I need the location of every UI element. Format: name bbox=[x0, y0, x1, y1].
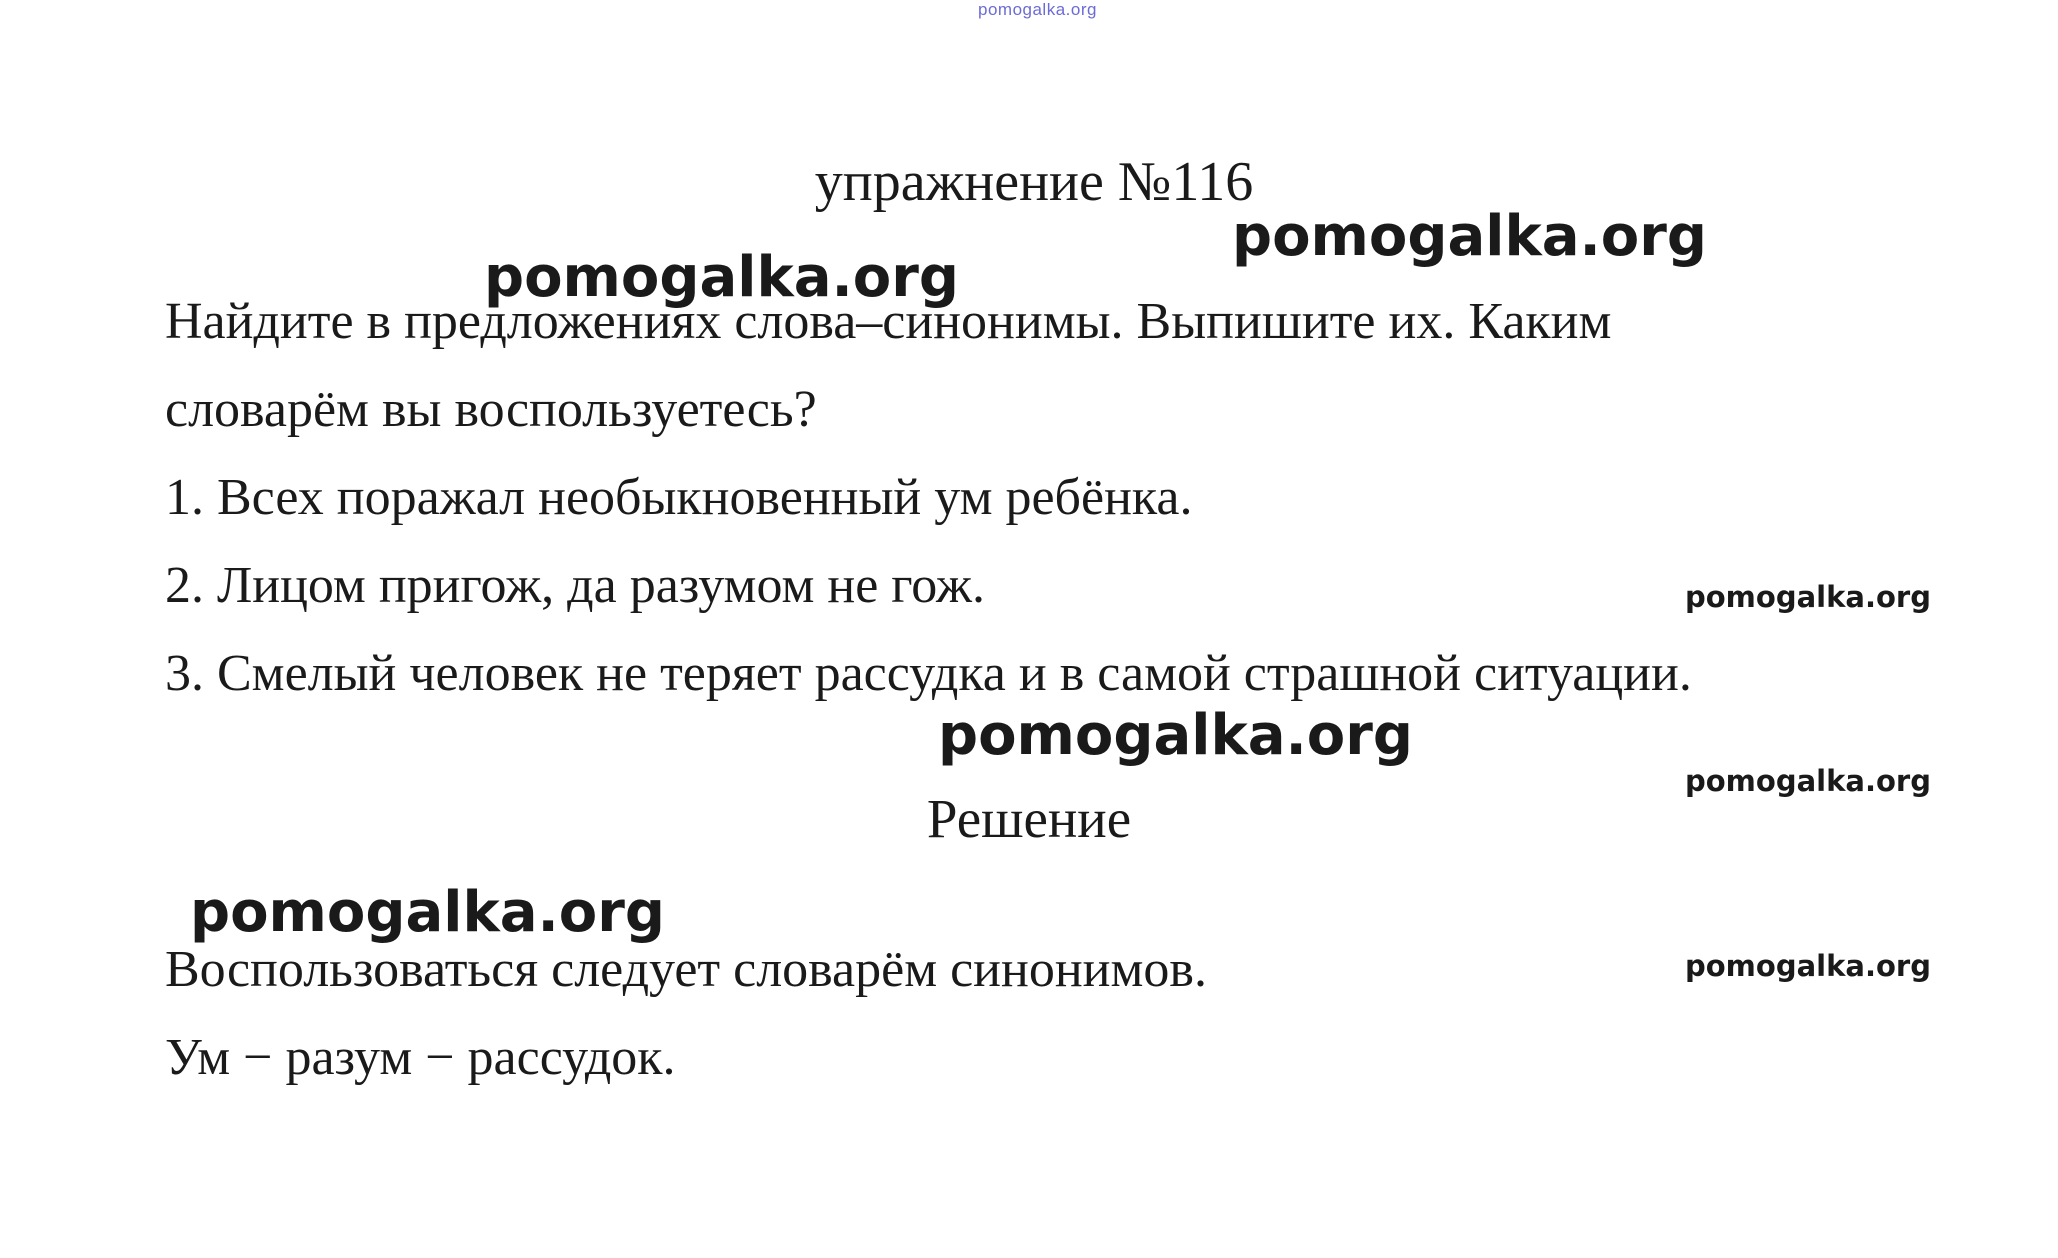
exercise-title: упражнение №116 bbox=[814, 151, 1254, 213]
solution-heading: Решение bbox=[926, 788, 1132, 849]
watermark: pomogalka.org bbox=[190, 880, 665, 945]
task-text-line-1: Найдите в предложениях слова–синонимы. Выпишите их. Каким bbox=[165, 293, 1612, 350]
task-text-line-2: словарём вы воспользуетесь? bbox=[165, 381, 817, 438]
sentence-1: 1. Всех поражал необыкновенный ум ребёнка. bbox=[165, 469, 1193, 526]
sentence-3: 3. Смелый человек не теряет рассудка и в самой страшной ситуации. bbox=[165, 645, 1692, 702]
solution-line-1: Воспользоваться следует словарём синонимов. bbox=[165, 941, 1207, 998]
watermark: pomogalka.org bbox=[938, 703, 1413, 768]
watermark: pomogalka.org bbox=[1685, 764, 1931, 798]
watermark: pomogalka.org bbox=[1685, 580, 1931, 614]
watermark: pomogalka.org bbox=[1685, 949, 1931, 983]
watermark: pomogalka.org bbox=[1232, 204, 1707, 269]
source-link[interactable]: pomogalka.org bbox=[978, 0, 1097, 19]
sentence-2: 2. Лицом пригож, да разумом не гож. bbox=[165, 557, 985, 614]
solution-line-2: Ум − разум − рассудок. bbox=[165, 1029, 676, 1086]
watermark: pomogalka.org bbox=[484, 245, 959, 310]
